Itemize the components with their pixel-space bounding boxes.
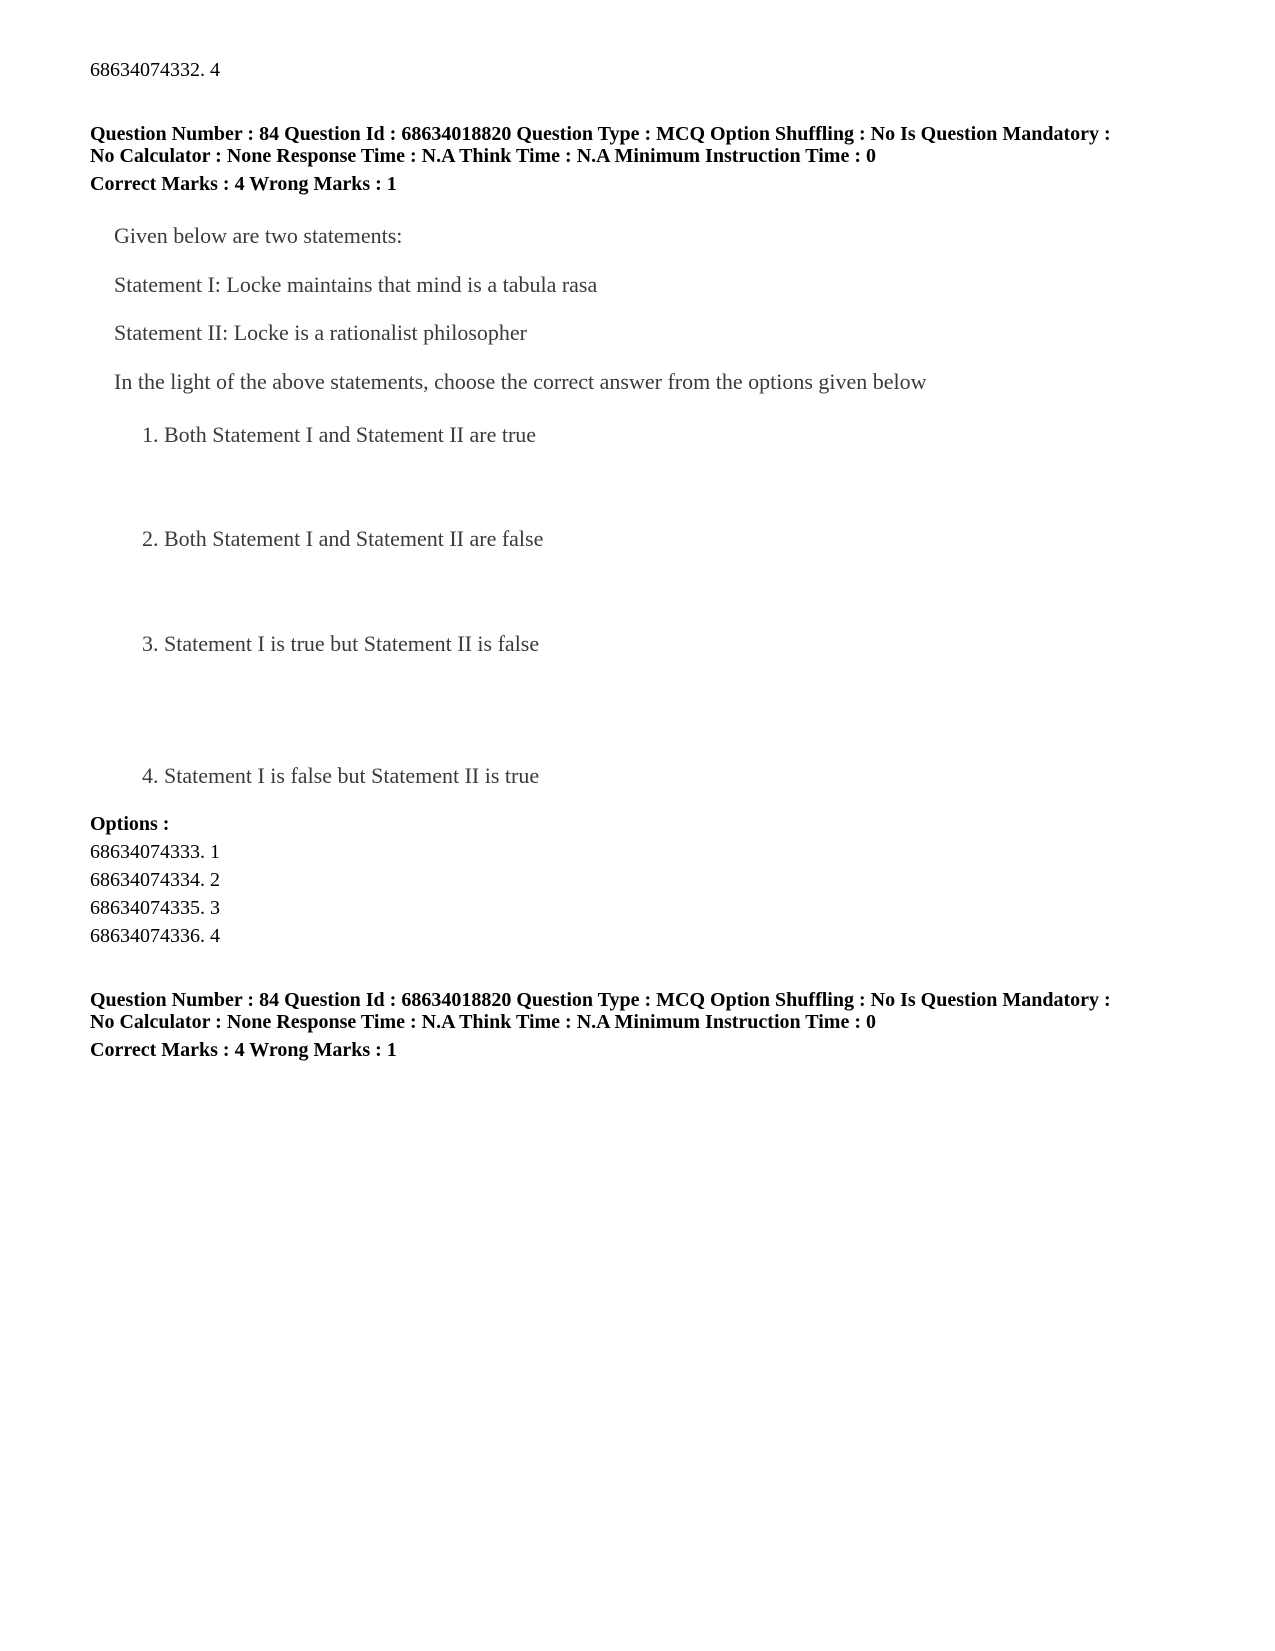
question-header-line-2: No Calculator : None Response Time : N.A Think Time : N.A Minimum Instruction Time : 0	[90, 1011, 876, 1033]
question-intro: Given below are two statements:	[114, 223, 403, 248]
answer-choice-4: 4. Statement I is false but Statement II is true	[142, 763, 540, 788]
answer-choice-2: 2. Both Statement I and Statement II are false	[142, 526, 544, 551]
option-item: 68634074336. 4	[90, 925, 220, 947]
question-header-line-1: Question Number : 84 Question Id : 68634018820 Question Type : MCQ Option Shuffling : No Is Question Mandatory :	[90, 989, 1111, 1011]
question-marks-line: Correct Marks : 4 Wrong Marks : 1	[90, 173, 397, 195]
option-item: 68634074334. 2	[90, 869, 220, 891]
answer-choice-1: 1. Both Statement I and Statement II are true	[142, 422, 537, 447]
options-label: Options :	[90, 813, 170, 835]
answer-choice-3: 3. Statement I is true but Statement II is false	[142, 631, 540, 656]
question-marks-line: Correct Marks : 4 Wrong Marks : 1	[90, 1039, 397, 1061]
question-header-line-1: Question Number : 84 Question Id : 68634018820 Question Type : MCQ Option Shuffling : No Is Question Mandatory :	[90, 123, 1111, 145]
question-header-line-2: No Calculator : None Response Time : N.A Think Time : N.A Minimum Instruction Time : 0	[90, 145, 876, 167]
option-item: 68634074333. 1	[90, 841, 220, 863]
statement-one: Statement I: Locke maintains that mind is a tabula rasa	[114, 272, 598, 297]
statement-two: Statement II: Locke is a rationalist philosopher	[114, 320, 528, 345]
question-instruction: In the light of the above statements, choose the correct answer from the options given below	[114, 369, 927, 394]
previous-answer-option: 68634074332. 4	[90, 59, 220, 81]
option-item: 68634074335. 3	[90, 897, 220, 919]
